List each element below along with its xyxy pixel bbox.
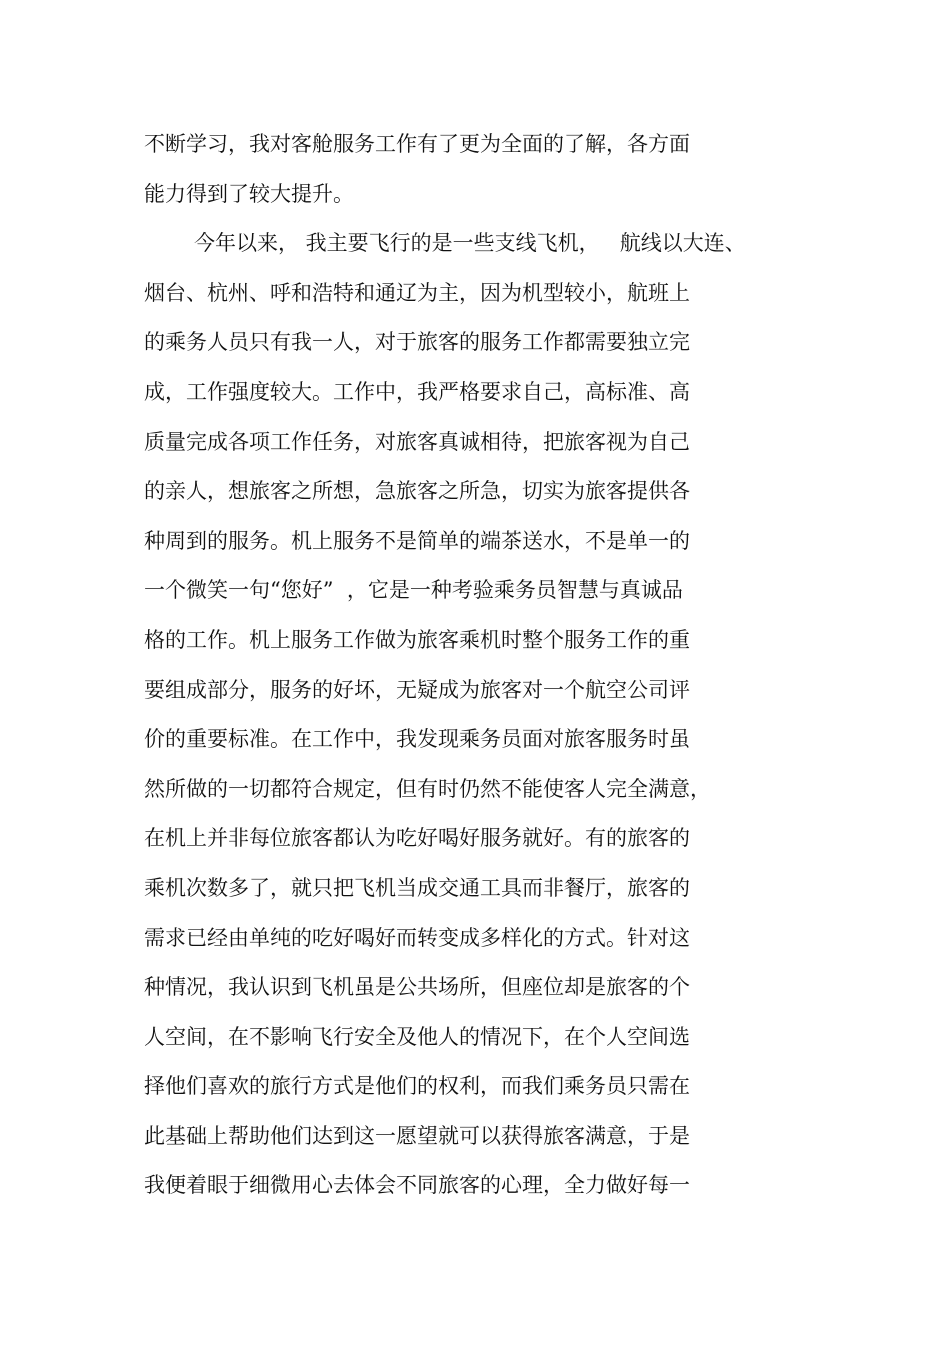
text-line: 不断学习，我对客舱服务工作有了更为全面的了解，各方面 — [144, 132, 690, 156]
text-line: 的亲人，想旅客之所想，急旅客之所急，切实为旅客提供各 — [144, 479, 690, 504]
text-line: 能力得到了较大提升。 — [144, 181, 354, 206]
text-line: 格的工作。机上服务工作做为旅客乘机时整个服务工作的重 — [144, 627, 690, 652]
text-line: 要组成部分，服务的好坏，无疑成为旅客对一个航空公司评 — [144, 677, 690, 702]
text-line: 然所做的一切都符合规定，但有时仍然不能使客人完全满意， — [144, 776, 711, 801]
text-line: 价的重要标准。在工作中，我发现乘务员面对旅客服务时虽 — [144, 727, 690, 752]
text-line: 质量完成各项工作任务，对旅客真诚相待，把旅客视为自己 — [144, 429, 690, 454]
text-line: 成，工作强度较大。工作中，我严格要求自己，高标准、高 — [144, 379, 690, 404]
text-line: 我便着眼于细微用心去体会不同旅客的心理，全力做好每一 — [144, 1173, 690, 1198]
text-line: 此基础上帮助他们达到这一愿望就可以获得旅客满意，于是 — [144, 1123, 690, 1148]
text-line: 的乘务人员只有我一人，对于旅客的服务工作都需要独立完 — [144, 330, 690, 355]
text-line: 烟台、杭州、呼和浩特和通辽为主，因为机型较小，航班上 — [144, 280, 690, 305]
text-line: 人空间，在不影响飞行安全及他人的情况下，在个人空间选 — [144, 1024, 690, 1049]
text-line: 种情况，我认识到飞机虽是公共场所，但座位却是旅客的个 — [144, 975, 690, 1000]
text-line: 乘机次数多了，就只把飞机当成交通工具而非餐厅，旅客的 — [144, 875, 690, 900]
text-line: 在机上并非每位旅客都认为吃好喝好服务就好。有的旅客的 — [144, 826, 690, 851]
text-line: 需求已经由单纯的吃好喝好而转变成多样化的方式。针对这 — [144, 925, 690, 950]
text-line: 一个微笑一句“您好” ，它是一种考验乘务员智慧与真诚品 — [144, 578, 683, 603]
text-line: 种周到的服务。机上服务不是简单的端茶送水，不是单一的 — [144, 528, 690, 553]
paragraph-first-line: 今年以来， 我主要飞行的是一些支线飞机， 航线以大连、 — [194, 231, 746, 256]
text-line: 择他们喜欢的旅行方式是他们的权利，而我们乘务员只需在 — [144, 1074, 690, 1099]
document-body — [144, 120, 864, 1211]
